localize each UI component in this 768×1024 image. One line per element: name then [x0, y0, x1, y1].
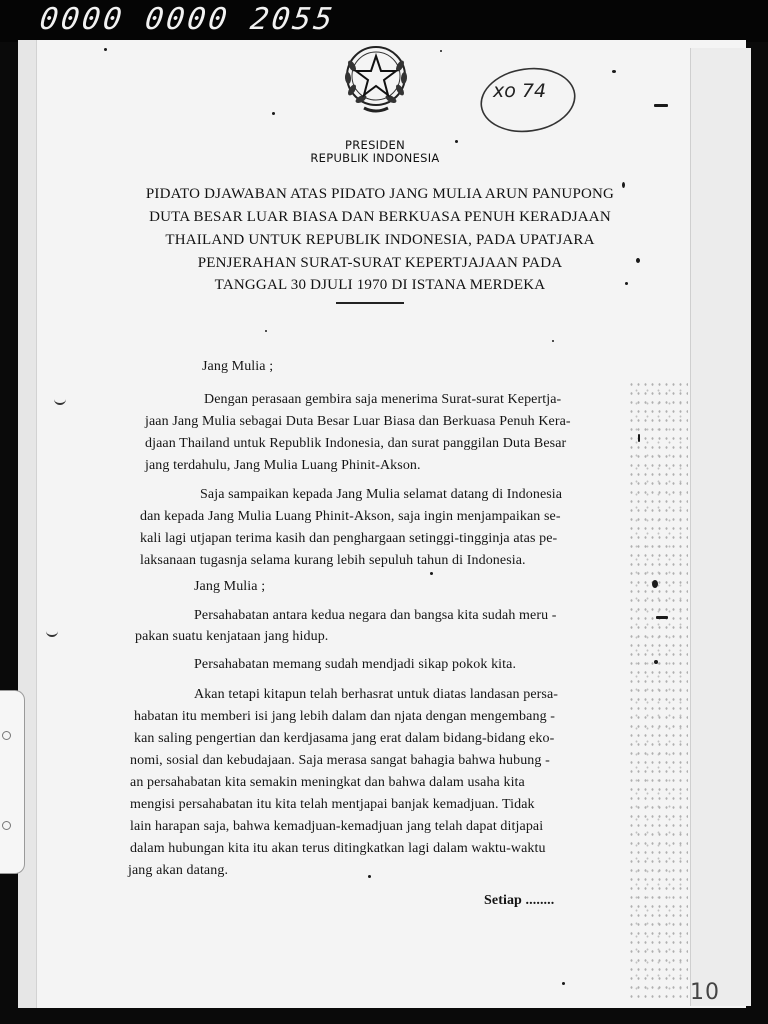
body-line: mengisi persahabatan itu kita telah mentjapai banjak kemadjuan. Tidak [130, 797, 535, 812]
ink-speck [552, 340, 554, 342]
body-line: lain harapan saja, bahwa kemadjuan-kemadjuan jang telah dapat ditjapai [130, 819, 544, 834]
handwritten-note: xo 74 [493, 80, 547, 102]
binder-hole [2, 821, 11, 830]
scan-noise [628, 380, 688, 1000]
body-line: Persahabatan memang sudah mendjadi sikap pokok kita. [194, 657, 517, 672]
body-line: kan saling pengertian dan kerdjasama jang erat dalam bidang-bidang eko- [134, 731, 555, 746]
body-line: jang akan datang. [128, 863, 229, 878]
body-line: Dengan perasaan gembira saja menerima Surat-surat Kepertja- [204, 392, 562, 407]
ink-speck [625, 282, 628, 285]
presidential-emblem-icon [334, 44, 418, 116]
body-line: laksanaan tugasnja selama kurang lebih sepuluh tahun di Indonesia. [140, 553, 526, 568]
ink-speck [265, 330, 267, 332]
ink-speck [654, 104, 668, 107]
ink-speck [638, 434, 640, 442]
letterhead-line-1: PRESIDEN [344, 138, 405, 152]
document-title-line: THAILAND UNTUK REPUBLIK INDONESIA, PADA UPATJARA [165, 232, 595, 248]
salutation: Jang Mulia ; [202, 359, 274, 374]
ink-speck [622, 182, 625, 188]
ink-speck [455, 140, 458, 143]
body-line: Akan tetapi kitapun telah berhasrat untuk diatas landasan persa- [194, 687, 559, 702]
body-line: an persahabatan kita semakin meningkat dan bahwa dalam usaha kita [130, 775, 525, 790]
body-line: pakan suatu kenjataan jang hidup. [135, 629, 329, 644]
ink-speck [562, 982, 565, 985]
body-line: habatan itu memberi isi jang lebih dalam dan njata dengan mengembang - [134, 709, 556, 724]
letterhead-line-2: REPUBLIK INDONESIA [310, 151, 440, 165]
salutation: Jang Mulia ; [194, 579, 266, 594]
body-line: kali lagi utjapan terima kasih dan penghargaan setinggi-tingginja atas pe- [140, 531, 558, 546]
ink-speck [654, 660, 658, 664]
catchword: Setiap ........ [484, 893, 555, 908]
document-title-line: DUTA BESAR LUAR BIASA DAN BERKUASA PENUH KERADJAAN [149, 209, 611, 225]
document-title-line: PIDATO DJAWABAN ATAS PIDATO JANG MULIA ARUN PANUPONG [145, 186, 615, 202]
ink-speck [612, 70, 616, 73]
page-right-edge [690, 48, 751, 1006]
ink-speck [440, 50, 442, 52]
binder-hole [2, 731, 11, 740]
ink-speck [272, 112, 275, 115]
title-divider [336, 302, 404, 304]
body-line: djaan Thailand untuk Republik Indonesia, dan surat panggilan Duta Besar [145, 436, 567, 451]
body-line: nomi, sosial dan kebudajaan. Saja merasa sangat bahagia bahwa hubung - [130, 753, 550, 768]
document-title-line: PENJERAHAN SURAT-SURAT KEPERTJAJAAN PADA [197, 255, 563, 271]
page-number: 10 [690, 980, 720, 1005]
binder-tab [0, 690, 25, 874]
body-line: Saja sampaikan kepada Jang Mulia selamat datang di Indonesia [200, 487, 563, 502]
body-line: Persahabatan antara kedua negara dan bangsa kita sudah meru - [194, 608, 557, 623]
ink-speck [656, 616, 668, 619]
ink-speck [368, 875, 371, 878]
body-line: dan kepada Jang Mulia Luang Phinit-Akson, saja ingin menjampaikan se- [140, 509, 561, 524]
ink-speck [636, 258, 640, 263]
ink-speck [430, 572, 433, 575]
microfilm-header [0, 0, 768, 42]
microfilm-frame-number: 0000 0000 2055 [37, 2, 338, 37]
body-line: dalam hubungan kita itu akan terus ditingkatkan lagi dalam waktu-waktu [130, 841, 546, 856]
body-line: jaan Jang Mulia sebagai Duta Besar Luar Biasa dan Berkuasa Penuh Kera- [145, 414, 571, 429]
document-title-line: TANGGAL 30 DJULI 1970 DI ISTANA MERDEKA [214, 277, 546, 293]
body-line: jang terdahulu, Jang Mulia Luang Phinit-Akson. [145, 458, 421, 473]
ink-speck [104, 48, 107, 51]
ink-speck [652, 580, 658, 588]
